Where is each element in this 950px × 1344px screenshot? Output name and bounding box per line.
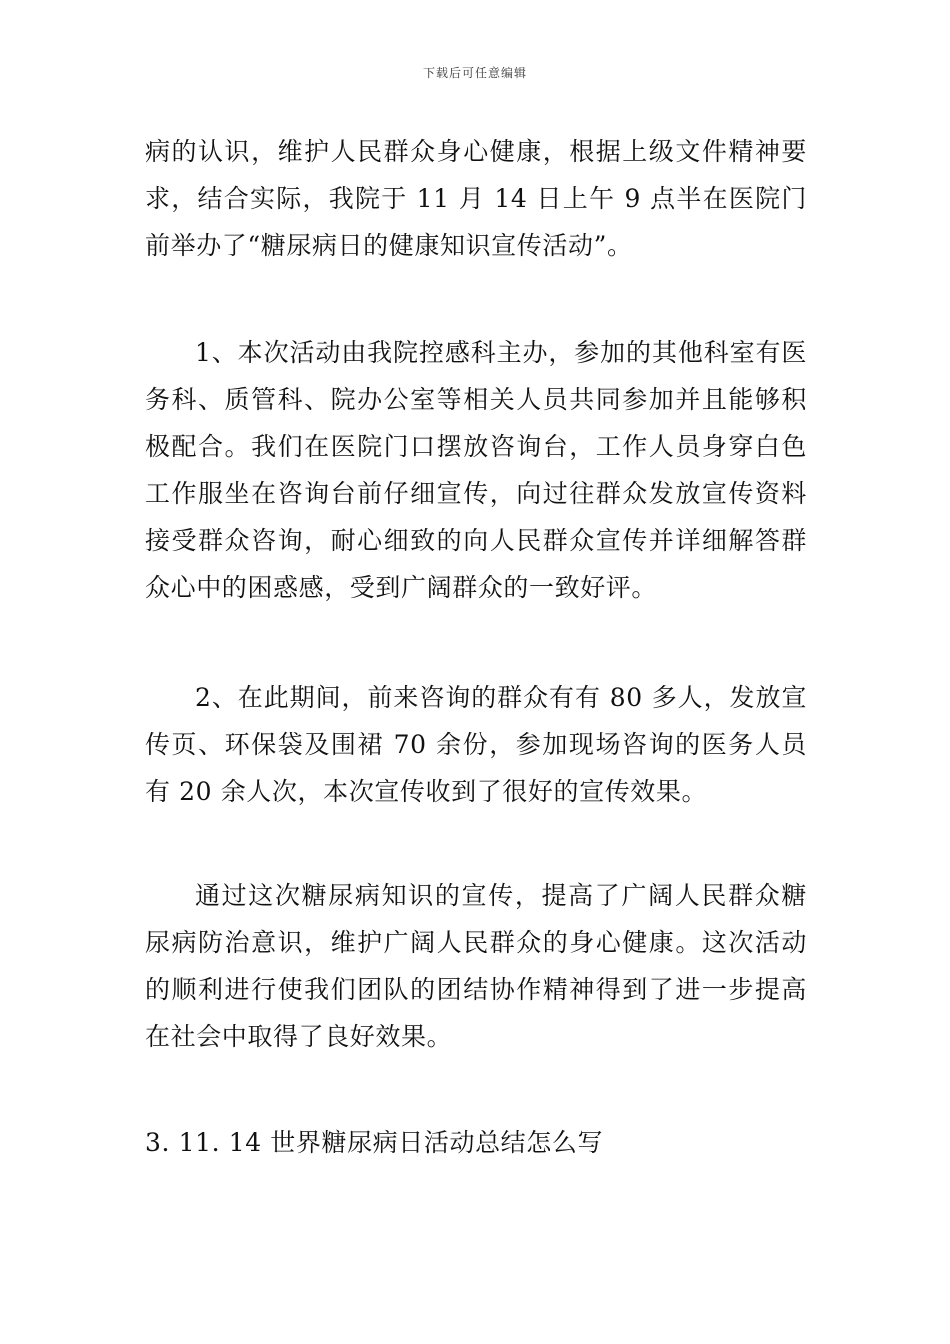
paragraph-intro-continued: 病的认识，维护人民群众身心健康，根据上级文件精神要求，结合实际，我院于 11 月 14 日上午 9 点半在医院门前举办了“糖尿病日的健康知识宣传活动”。 bbox=[145, 137, 807, 260]
section-heading: 3. 11. 14 世界糖尿病日活动总结怎么写 bbox=[145, 1128, 604, 1157]
paragraph-conclusion: 通过这次糖尿病知识的宣传，提高了广阔人民群众糖尿病防治意识，维护广阔人民群众的身心健康。这次活动的顺利进行使我们团队的团结协作精神得到了进一步提高在社会中取得了良好效果。 bbox=[145, 881, 807, 1051]
page-header-note: 下载后可任意编辑 bbox=[422, 66, 527, 80]
paragraph-activity-results: 2、在此期间，前来咨询的群众有有 80 多人，发放宣传页、环保袋及围裙 70 余份，参加现场咨询的医务人员有 20 余人次，本次宣传收到了很好的宣传效果。 bbox=[145, 683, 807, 806]
paragraph-activity-organization: 1、本次活动由我院控感科主办，参加的其他科室有医务科、质管科、院办公室等相关人员共同参加并且能够积极配合。我们在医院门口摆放咨询台，工作人员身穿白色工作服坐在咨询台前仔细宣传，向过往群众发放宣传资料接受群众咨询，耐心细致的向人民群众宣传并详细解答群众心中的困惑感，受到广阔群众的一致好评。 bbox=[145, 338, 807, 602]
